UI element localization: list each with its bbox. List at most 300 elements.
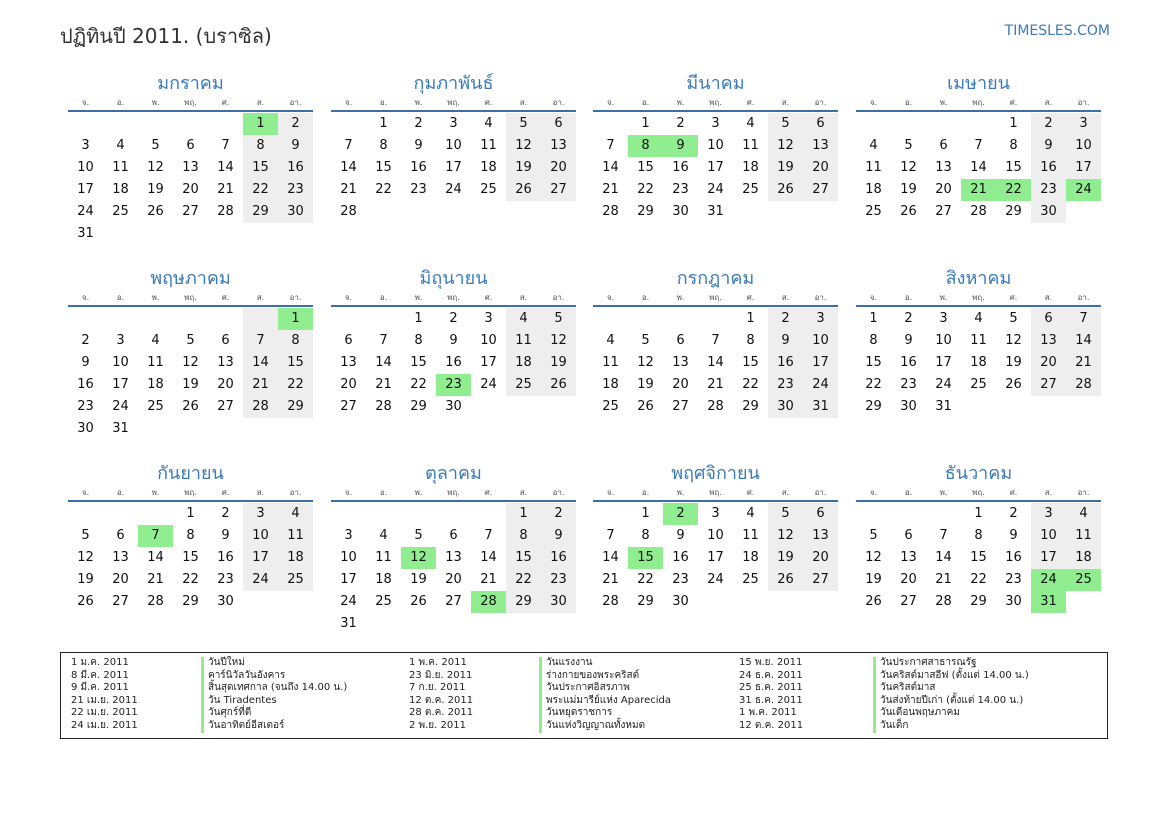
day-cell: 7: [243, 330, 278, 352]
holiday-day-cell: 15: [628, 547, 663, 569]
day-cell: 4: [506, 308, 541, 330]
day-cell: 16: [77, 377, 94, 392]
weekday-label: อ.: [116, 98, 125, 107]
weekday-label: พ.: [151, 488, 160, 497]
day-cell: 24: [243, 569, 278, 591]
legend-holiday-name: ร่างกายของพระคริสต์: [539, 670, 671, 683]
day-cell: 5: [869, 528, 878, 543]
month-name: กันยายน: [157, 463, 224, 484]
weekday-label: พ.: [676, 488, 685, 497]
weekday-label: อา.: [552, 98, 565, 107]
day-cell: 3: [484, 311, 493, 326]
month-name: พฤศจิกายน: [671, 463, 760, 484]
weekday-label: จ.: [81, 293, 90, 302]
day-cell: 17: [1066, 157, 1101, 179]
day-cell: 6: [221, 333, 230, 348]
day-cell: 8: [506, 525, 541, 547]
day-grid: [331, 503, 576, 635]
legend-date: 1 พ.ค. 2011: [409, 657, 467, 668]
day-cell: 9: [414, 138, 423, 153]
day-cell: 6: [344, 333, 353, 348]
day-cell: 9: [1031, 135, 1066, 157]
day-cell: 10: [803, 330, 838, 352]
weekday-label: อา.: [1077, 293, 1090, 302]
empty-day-cell: [926, 113, 961, 135]
day-cell: 9: [449, 333, 458, 348]
day-cell: 24: [480, 377, 497, 392]
legend-date: 2 พ.ย. 2011: [409, 719, 466, 731]
legend-date: 12 ต.ค. 2011: [409, 694, 474, 706]
day-cell: 16: [1005, 550, 1022, 565]
weekday-label: ศ.: [746, 293, 755, 302]
day-cell: 19: [506, 157, 541, 179]
legend-holiday-name: วันหยุดราชการ: [539, 707, 671, 720]
weekday-label: จ.: [869, 293, 878, 302]
month-divider: [68, 500, 313, 502]
day-cell: 12: [900, 160, 917, 175]
weekday-label: พ.: [151, 98, 160, 107]
day-cell: 30: [278, 201, 313, 223]
day-cell: 4: [484, 116, 493, 131]
weekday-header: [331, 486, 576, 500]
weekday-label: พฤ.: [972, 98, 985, 107]
day-cell: 30: [445, 399, 462, 414]
day-cell: 1: [869, 311, 878, 326]
day-cell: 4: [1066, 503, 1101, 525]
day-cell: 16: [900, 355, 917, 370]
day-cell: 2: [221, 506, 230, 521]
holiday-legend: [60, 652, 1108, 739]
empty-day-cell: [436, 503, 471, 525]
day-cell: 18: [602, 377, 619, 392]
holiday-day-cell: 12: [401, 547, 436, 569]
day-cell: 8: [379, 138, 388, 153]
legend-dates-col-2: [409, 657, 473, 733]
day-cell: 25: [865, 204, 882, 219]
day-grid: [68, 308, 313, 440]
day-cell: 27: [803, 569, 838, 591]
weekday-label: พ.: [676, 293, 685, 302]
empty-day-cell: [593, 503, 628, 525]
day-cell: 6: [1031, 308, 1066, 330]
day-cell: 11: [147, 355, 164, 370]
day-cell: 25: [375, 594, 392, 609]
day-cell: 24: [445, 182, 462, 197]
day-cell: 12: [147, 160, 164, 175]
day-cell: 8: [746, 333, 755, 348]
day-cell: 29: [865, 399, 882, 414]
day-cell: 28: [340, 204, 357, 219]
holiday-day-cell: 22: [996, 179, 1031, 201]
day-cell: 31: [803, 396, 838, 418]
day-cell: 27: [182, 204, 199, 219]
month-divider: [68, 110, 313, 112]
weekday-header: [593, 96, 838, 110]
day-cell: 16: [541, 547, 576, 569]
day-cell: 18: [506, 352, 541, 374]
day-cell: 27: [112, 594, 129, 609]
weekday-label: จ.: [606, 488, 615, 497]
weekday-label: ศ.: [484, 98, 493, 107]
legend-date: 1 พ.ค. 2011: [739, 707, 797, 719]
legend-date: 28 ต.ค. 2011: [409, 707, 474, 719]
month-divider: [68, 305, 313, 307]
day-cell: 15: [243, 157, 278, 179]
month-calendar: [593, 462, 838, 613]
day-cell: 16: [410, 160, 427, 175]
day-cell: 12: [768, 135, 803, 157]
day-cell: 14: [340, 160, 357, 175]
weekday-label: พฤ.: [972, 488, 985, 497]
weekday-label: ศ.: [484, 488, 493, 497]
day-cell: 28: [217, 204, 234, 219]
day-cell: 30: [672, 204, 689, 219]
weekday-label: พฤ.: [447, 98, 460, 107]
day-cell: 23: [410, 182, 427, 197]
day-cell: 21: [480, 572, 497, 587]
day-cell: 30: [768, 396, 803, 418]
day-cell: 20: [217, 377, 234, 392]
day-cell: 13: [112, 550, 129, 565]
day-cell: 27: [340, 399, 357, 414]
month-divider: [331, 500, 576, 502]
day-cell: 29: [410, 399, 427, 414]
day-cell: 31: [77, 226, 94, 241]
weekday-header: [331, 291, 576, 305]
day-cell: 9: [221, 528, 230, 543]
day-cell: 12: [865, 550, 882, 565]
weekday-label: ศ.: [746, 98, 755, 107]
day-cell: 22: [506, 569, 541, 591]
day-cell: 28: [243, 396, 278, 418]
empty-day-cell: [138, 503, 173, 525]
month-divider: [856, 305, 1101, 307]
day-cell: 14: [243, 352, 278, 374]
day-cell: 4: [116, 138, 125, 153]
day-cell: 8: [243, 135, 278, 157]
day-cell: 6: [803, 113, 838, 135]
day-cell: 28: [970, 204, 987, 219]
holiday-day-cell: 31: [1031, 591, 1066, 613]
day-cell: 3: [939, 311, 948, 326]
day-cell: 19: [900, 182, 917, 197]
day-cell: 9: [904, 333, 913, 348]
month-name: เมษายน: [947, 73, 1010, 94]
month-calendar: [856, 267, 1101, 418]
legend-holiday-name: วันศุกร์ที่ดี: [201, 707, 347, 720]
legend-holiday-name: สิ้นสุดเทศกาล (จนถึง 14.00 น.): [201, 682, 347, 695]
day-cell: 25: [602, 399, 619, 414]
day-cell: 19: [182, 377, 199, 392]
day-cell: 21: [147, 572, 164, 587]
day-cell: 14: [602, 160, 619, 175]
day-cell: 22: [637, 182, 654, 197]
day-cell: 18: [742, 550, 759, 565]
day-cell: 1: [1009, 116, 1018, 131]
site-link[interactable]: TIMESLES.COM: [1004, 23, 1110, 39]
holiday-day-cell: 25: [1066, 569, 1101, 591]
day-cell: 13: [900, 550, 917, 565]
month-divider: [331, 110, 576, 112]
day-cell: 16: [1031, 157, 1066, 179]
day-cell: 12: [77, 550, 94, 565]
weekday-label: พฤ.: [709, 98, 722, 107]
month-calendar: [331, 72, 576, 223]
weekday-label: ศ.: [221, 488, 230, 497]
day-cell: 3: [1031, 503, 1066, 525]
day-cell: 25: [112, 204, 129, 219]
day-cell: 13: [1031, 330, 1066, 352]
day-cell: 19: [410, 572, 427, 587]
day-cell: 31: [935, 399, 952, 414]
day-cell: 16: [278, 157, 313, 179]
day-cell: 5: [768, 113, 803, 135]
day-cell: 4: [606, 333, 615, 348]
weekday-label: จ.: [344, 293, 353, 302]
day-cell: 27: [935, 204, 952, 219]
day-cell: 4: [151, 333, 160, 348]
day-cell: 17: [803, 352, 838, 374]
day-cell: 3: [81, 138, 90, 153]
month-divider: [593, 110, 838, 112]
day-cell: 9: [1009, 528, 1018, 543]
day-cell: 24: [112, 399, 129, 414]
day-cell: 1: [414, 311, 423, 326]
day-cell: 28: [935, 594, 952, 609]
day-cell: 3: [711, 116, 720, 131]
day-cell: 13: [182, 160, 199, 175]
day-cell: 29: [742, 399, 759, 414]
day-cell: 13: [445, 550, 462, 565]
empty-day-cell: [331, 503, 366, 525]
legend-names-col-1: [201, 657, 347, 733]
day-cell: 1: [746, 311, 755, 326]
weekday-label: ส.: [256, 98, 265, 107]
day-cell: 12: [182, 355, 199, 370]
weekday-label: ส.: [781, 293, 790, 302]
day-cell: 29: [970, 594, 987, 609]
month-calendar: [68, 462, 313, 613]
day-cell: 16: [217, 550, 234, 565]
empty-day-cell: [331, 308, 366, 330]
day-cell: 22: [278, 374, 313, 396]
day-cell: 6: [904, 528, 913, 543]
day-cell: 30: [672, 594, 689, 609]
weekday-label: อ.: [904, 98, 913, 107]
legend-date: 12 ต.ค. 2011: [739, 719, 804, 731]
day-cell: 15: [506, 547, 541, 569]
day-cell: 13: [803, 525, 838, 547]
day-cell: 13: [672, 355, 689, 370]
day-cell: 11: [375, 550, 392, 565]
month-name: ตุลาคม: [425, 463, 482, 484]
day-cell: 7: [344, 138, 353, 153]
day-cell: 28: [707, 399, 724, 414]
day-cell: 2: [768, 308, 803, 330]
day-cell: 7: [939, 528, 948, 543]
day-cell: 21: [602, 572, 619, 587]
day-cell: 29: [637, 204, 654, 219]
day-cell: 30: [77, 421, 94, 436]
page-title: ปฏิทินปี 2011. (บราซิล): [60, 24, 272, 48]
day-cell: 13: [217, 355, 234, 370]
weekday-label: ส.: [256, 488, 265, 497]
day-cell: 30: [541, 591, 576, 613]
day-cell: 4: [278, 503, 313, 525]
day-cell: 10: [445, 138, 462, 153]
weekday-label: จ.: [869, 488, 878, 497]
month-name: ธันวาคม: [944, 463, 1013, 484]
day-cell: 6: [541, 113, 576, 135]
day-cell: 23: [1005, 572, 1022, 587]
day-cell: 17: [935, 355, 952, 370]
day-cell: 14: [480, 550, 497, 565]
holiday-day-cell: 8: [628, 135, 663, 157]
day-cell: 26: [1005, 377, 1022, 392]
month-divider: [593, 305, 838, 307]
day-cell: 11: [112, 160, 129, 175]
weekday-label: พฤ.: [184, 98, 197, 107]
day-cell: 6: [803, 503, 838, 525]
day-cell: 11: [970, 333, 987, 348]
day-cell: 13: [340, 355, 357, 370]
day-cell: 16: [672, 160, 689, 175]
day-cell: 26: [410, 594, 427, 609]
weekday-label: ส.: [1044, 293, 1053, 302]
day-cell: 25: [147, 399, 164, 414]
holiday-day-cell: 7: [138, 525, 173, 547]
day-cell: 11: [865, 160, 882, 175]
empty-day-cell: [856, 113, 891, 135]
day-cell: 18: [480, 160, 497, 175]
day-cell: 23: [278, 179, 313, 201]
day-cell: 5: [541, 308, 576, 330]
empty-day-cell: [68, 113, 103, 135]
holiday-day-cell: 1: [278, 308, 313, 330]
day-cell: 30: [1031, 201, 1066, 223]
legend-names-col-3: [873, 657, 1029, 733]
day-cell: 26: [637, 399, 654, 414]
day-cell: 2: [81, 333, 90, 348]
day-cell: 8: [1009, 138, 1018, 153]
day-cell: 25: [278, 569, 313, 591]
day-cell: 17: [243, 547, 278, 569]
day-cell: 26: [541, 374, 576, 396]
weekday-header: [856, 96, 1101, 110]
day-cell: 1: [379, 116, 388, 131]
legend-date: 9 มี.ค. 2011: [71, 682, 129, 694]
day-cell: 18: [1066, 547, 1101, 569]
day-cell: 8: [414, 333, 423, 348]
day-cell: 12: [506, 135, 541, 157]
legend-dates-col-3: [739, 657, 803, 733]
weekday-label: พ.: [939, 293, 948, 302]
day-cell: 8: [974, 528, 983, 543]
day-cell: 19: [768, 547, 803, 569]
legend-holiday-name: วันประกาศอิสรภาพ: [539, 682, 671, 695]
legend-date: 31 ธ.ค. 2011: [739, 694, 803, 706]
month-name: กรกฎาคม: [676, 268, 755, 289]
day-cell: 19: [77, 572, 94, 587]
day-grid: [68, 503, 313, 613]
weekday-label: อ.: [641, 98, 650, 107]
legend-holiday-name: วันแห่งวิญญาณทั้งหมด: [539, 720, 671, 733]
legend-date: 24 เม.ย. 2011: [71, 719, 138, 731]
day-cell: 4: [746, 506, 755, 521]
day-cell: 11: [278, 525, 313, 547]
day-cell: 25: [742, 572, 759, 587]
empty-day-cell: [926, 503, 961, 525]
legend-date: 22 เม.ย. 2011: [71, 707, 138, 719]
day-cell: 14: [147, 550, 164, 565]
day-cell: 9: [676, 528, 685, 543]
weekday-label: พ.: [151, 293, 160, 302]
day-cell: 19: [768, 157, 803, 179]
weekday-label: จ.: [344, 98, 353, 107]
day-cell: 20: [340, 377, 357, 392]
weekday-label: อ.: [116, 293, 125, 302]
empty-day-cell: [401, 503, 436, 525]
day-cell: 28: [1066, 374, 1101, 396]
day-cell: 31: [707, 204, 724, 219]
day-cell: 27: [672, 399, 689, 414]
day-cell: 25: [480, 182, 497, 197]
day-cell: 23: [541, 569, 576, 591]
legend-holiday-name: วันประกาศสาธารณรัฐ: [873, 657, 1029, 670]
legend-holiday-name: วันอาทิตย์อีสเตอร์: [201, 720, 347, 733]
weekday-label: อา.: [289, 488, 302, 497]
day-cell: 2: [1009, 506, 1018, 521]
month-name: กุมภาพันธ์: [413, 73, 494, 94]
empty-day-cell: [208, 308, 243, 330]
day-cell: 17: [340, 572, 357, 587]
day-cell: 3: [116, 333, 125, 348]
empty-day-cell: [331, 113, 366, 135]
weekday-header: [856, 486, 1101, 500]
day-cell: 21: [935, 572, 952, 587]
day-cell: 29: [182, 594, 199, 609]
empty-day-cell: [593, 113, 628, 135]
empty-day-cell: [138, 113, 173, 135]
day-cell: 10: [77, 160, 94, 175]
day-cell: 20: [935, 182, 952, 197]
weekday-label: อา.: [289, 293, 302, 302]
day-cell: 3: [344, 528, 353, 543]
day-cell: 16: [445, 355, 462, 370]
weekday-label: อา.: [552, 293, 565, 302]
day-cell: 8: [186, 528, 195, 543]
empty-day-cell: [243, 308, 278, 330]
empty-day-cell: [698, 308, 733, 330]
day-cell: 17: [112, 377, 129, 392]
day-cell: 29: [1005, 204, 1022, 219]
day-cell: 21: [602, 182, 619, 197]
day-cell: 19: [637, 377, 654, 392]
day-cell: 24: [803, 374, 838, 396]
weekday-label: จ.: [606, 293, 615, 302]
day-cell: 27: [803, 179, 838, 201]
holiday-day-cell: 9: [663, 135, 698, 157]
weekday-label: ส.: [519, 293, 528, 302]
month-calendar: [68, 267, 313, 440]
weekday-label: ส.: [781, 488, 790, 497]
weekday-label: อ.: [904, 293, 913, 302]
day-cell: 12: [768, 525, 803, 547]
day-cell: 24: [935, 377, 952, 392]
day-cell: 2: [904, 311, 913, 326]
day-cell: 14: [217, 160, 234, 175]
day-cell: 21: [243, 374, 278, 396]
